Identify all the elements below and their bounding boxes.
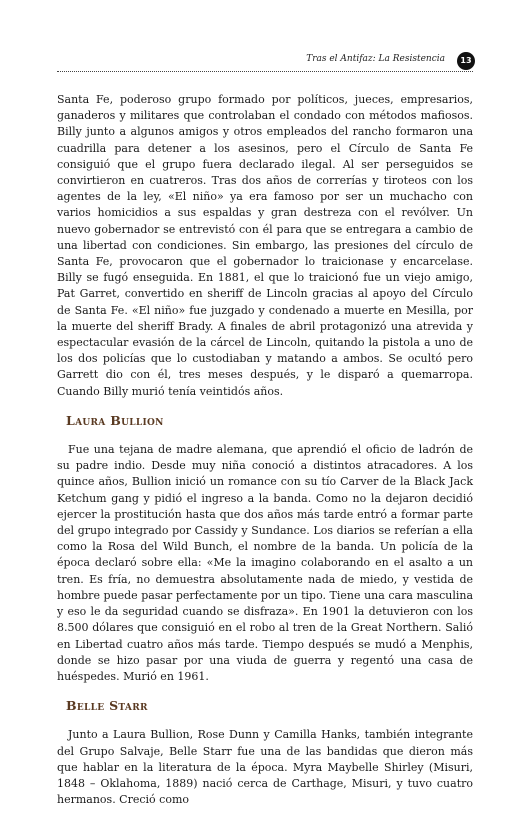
running-head: Tras el Antifaz: La Resistencia [306, 54, 445, 64]
header-dotted-rule [57, 71, 473, 72]
section-heading-belle-starr: Belle Starr [66, 698, 148, 714]
intro-paragraph: Santa Fe, poderoso grupo formado por políticos, jueces, empresarios, ganaderos y militares que controlaban el condado con métodos mafiosos. Billy junto a algunos amigos y otros empleados del rancho formaron una cuadrilla para detener a los asesinos, pero el Círculo de Santa Fe consiguió que el grupo fuera declarado ilegal. Al ser perseguidos se convirtieron en cuatreros. Tras dos años de correrías y tiroteos con los agentes de la ley, «El niño» ya era famoso por ser un muchacho con varios homicidios a sus espaldas y gran destreza con el revólver. Un nuevo gobernador se entrevistó con él para que se entregara a cambio de una libertad con condiciones. Sin embargo, las presiones del círculo de Santa Fe, provocaron que el gobernador lo traicionase y encarcelase. Billy se fugó enseguida. En 1881, el que lo traicionó fue un viejo amigo, Pat Garret, convertido en sheriff de Lincoln gracias al apoyo del Círculo de Santa Fe. «El niño» fue juzgado y condenado a muerte en Mesilla, por la muerte del sheriff Brady. A finales de abril protagonizó una atrevida y espectacular evasión de la cárcel de Lincoln, quitando la pistola a uno de los dos policías que lo custodiaban y matando a ambos. Se ocultó pero Garrett dio con él, tres meses después, y le disparó a quemarropa. Cuando Billy murió tenía veintidós años. [57, 93, 473, 398]
belle-starr-paragraph: Junto a Laura Bullion, Rose Dunn y Camilla Hanks, también integrante del Grupo Salvaje, Belle Starr fue una de las bandidas que dieron más que hablar en la literatura de la época. Myra Maybelle Shirley (Misuri, 1848 – Oklahoma, 1889) nació cerca de Carthage, Misuri, y tuvo cuatro hermanos. Creció como [57, 728, 473, 807]
page-body [57, 92, 473, 808]
page-header [57, 52, 475, 70]
page-number-badge: 13 [457, 52, 475, 70]
section-heading-laura-bullion: Laura Bullion [66, 412, 164, 428]
laura-bullion-paragraph: Fue una tejana de madre alemana, que aprendió el oficio de ladrón de su padre indio. Desde muy niña conoció a distintos atracadores. A los quince años, Bullion inició un romance con su tío Carver de la Black Jack Ketchum gang y pidió el ingreso a la banda. Como no la dejaron decidió ejercer la prostitución hasta que dos años más tarde entró a formar parte del grupo integrado por Cassidy y Sundance. Los diarios se referían a ella como la Rosa del Wild Bunch, el nombre de la banda. Un policía de la época declaró sobre ella: «Me la imagino colaborando en el asalto a un tren. Es fría, no demuestra absolutamente nada de miedo, y vestida de hombre puede pasar perfectamente por un tipo. Tiene una cara masculina y eso le da seguridad cuando se disfraza». En 1901 la detuvieron con los 8.500 dólares que consiguió en el robo al tren de la Great Northern. Salió en Libertad cuatro años más tarde. Tiempo después se mudó a Menphis, donde se hizo pasar por una viuda de guerra y regentó una casa de huéspedes. Murió en 1961. [57, 443, 473, 683]
